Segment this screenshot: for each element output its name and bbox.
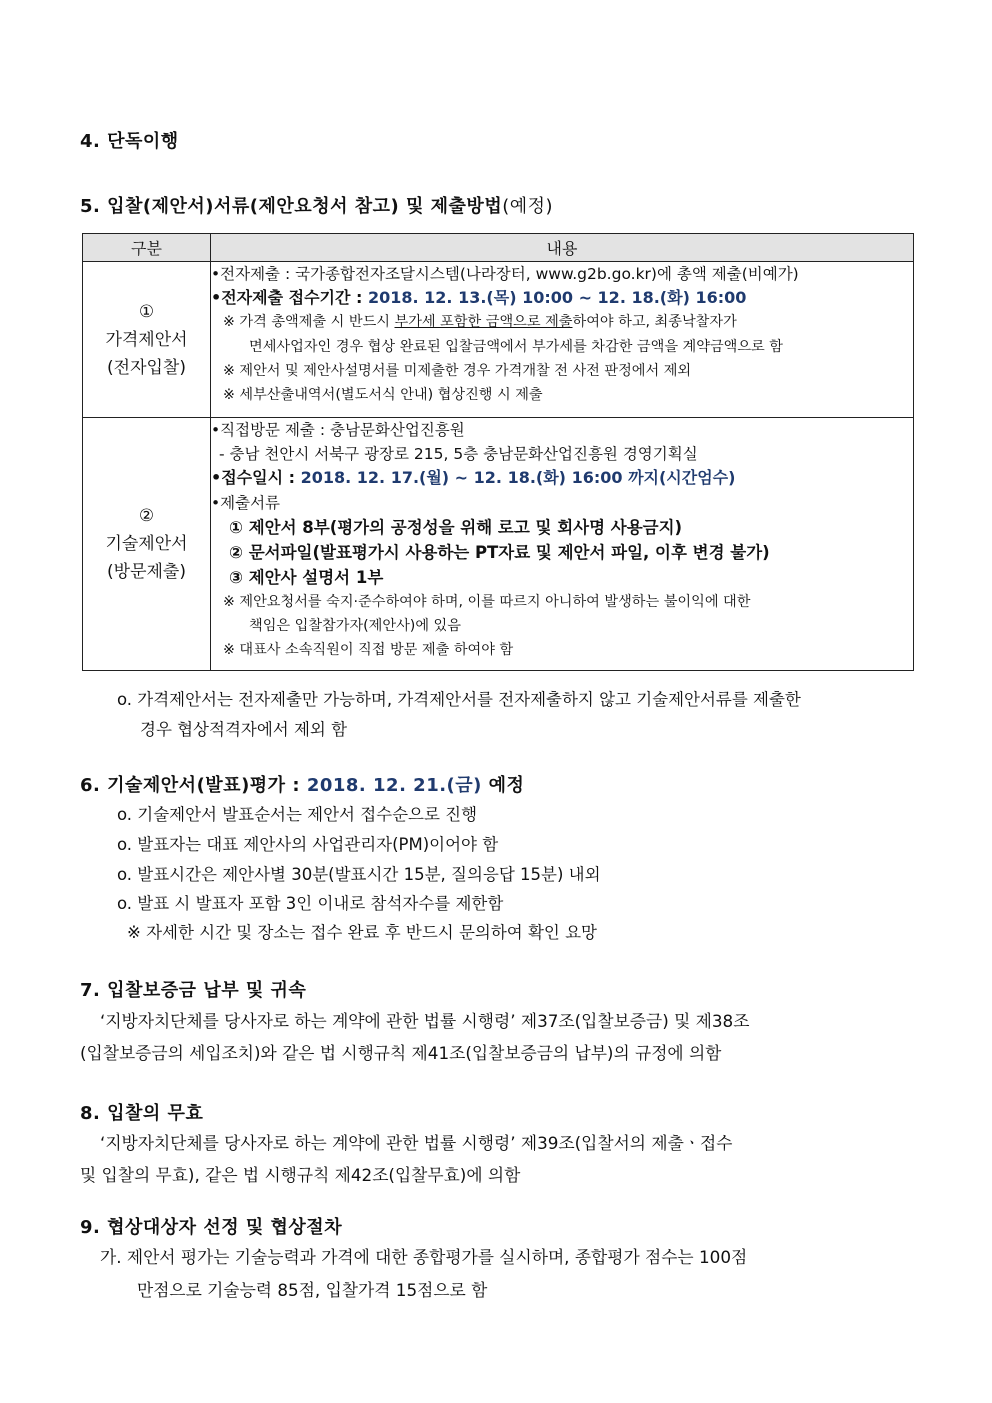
- tech-line-1: •직접방문 제출 : 충남문화산업진흥원: [211, 421, 465, 439]
- section-7-title: 7. 입찰보증금 납부 및 귀속: [80, 980, 307, 1001]
- price-note-3: ※ 세부산출내역서(별도서식 안내) 협상진행 시 제출: [223, 387, 543, 404]
- price-note-1-underline: 부가세 포함한 금액으로 제출: [394, 314, 573, 331]
- tech-proposal-number: ②: [138, 506, 155, 526]
- section-8-body-2: 및 입찰의 무효), 같은 법 시행규칙 제42조(입찰무효)에 의함: [80, 1165, 521, 1185]
- submission-table: [82, 233, 914, 671]
- tech-proposal-method: (방문제출): [107, 562, 186, 582]
- price-note-1-a: ※ 가격 총액제출 시 반드시: [223, 314, 395, 331]
- price-note-1-b: 하여야 하고, 최종낙찰자가: [572, 314, 737, 331]
- section-5-title-main: 5. 입찰(제안서)서류(제안요청서 참고) 및 제출방법: [80, 196, 503, 217]
- after-table-line-1: o. 가격제안서는 전자제출만 가능하며, 가격제안서를 전자제출하지 않고 기술제안서류를 제출한: [117, 690, 801, 709]
- section-4-title: 4. 단독이행: [80, 131, 179, 152]
- price-note-1: [211, 310, 913, 334]
- price-proposal-name: 가격제안서: [105, 329, 188, 350]
- section-9-title: 9. 협상대상자 선정 및 협상절차: [80, 1217, 343, 1238]
- section-6-date: 2018. 12. 21.(금): [306, 775, 482, 796]
- tech-proposal-content: [211, 418, 914, 671]
- tech-date-value: 2018. 12. 17.(월) ~ 12. 18.(화) 16:00 까지(시간엄수): [300, 468, 736, 488]
- section-6-note: ※ 자세한 시간 및 장소는 접수 완료 후 반드시 문의하여 확인 요망: [127, 923, 597, 942]
- price-period-label: •전자제출 접수기간 :: [211, 288, 368, 308]
- section-7-body-2: (입찰보증금의 세입조치)와 같은 법 시행규칙 제41조(입찰보증금의 납부)의 규정에 의함: [80, 1043, 722, 1063]
- table-row-price-proposal: [83, 262, 914, 418]
- section-8-title: 8. 입찰의 무효: [80, 1103, 204, 1124]
- section-9-body-1: 가. 제안서 평가는 기술능력과 가격에 대한 종합평가를 실시하며, 종합평가 점수는 100점: [100, 1247, 748, 1267]
- header-category: 구분: [83, 234, 211, 262]
- tech-address: - 충남 천안시 서북구 광장로 215, 5층 충남문화산업진흥원 경영기획실: [219, 445, 698, 464]
- section-8-body-1: ‘지방자치단체를 당사자로 하는 계약에 관한 법률 시행령’ 제39조(입찰서의 제출ㆍ접수: [100, 1133, 733, 1153]
- price-proposal-content: [211, 262, 914, 418]
- price-proposal-method: (전자입찰): [107, 357, 186, 378]
- section-6-item-4: o. 발표 시 발표자 포함 3인 이내로 참석자수를 제한함: [117, 894, 504, 913]
- tech-line-4: •제출서류: [211, 493, 281, 512]
- section-6-title-prefix: 6. 기술제안서(발표)평가 :: [80, 775, 307, 796]
- tech-note-1: ※ 제안요청서를 숙지·준수하여야 하며, 이를 따르지 아니하여 발생하는 불이익에 대한: [223, 593, 751, 610]
- tech-item-1: ① 제안서 8부(평가의 공정성을 위해 로고 및 회사명 사용금지): [229, 517, 683, 537]
- section-9-body-2: 만점으로 기술능력 85점, 입찰가격 15점으로 함: [137, 1280, 488, 1300]
- tech-note-1-cont: 책임은 입찰참가자(제안사)에 있음: [249, 618, 461, 635]
- tech-item-2: ② 문서파일(발표평가시 사용하는 PT자료 및 제안서 파일, 이후 변경 불가): [229, 542, 770, 562]
- header-content: 내용: [211, 234, 914, 262]
- section-7-body-1: ‘지방자치단체를 당사자로 하는 계약에 관한 법률 시행령’ 제37조(입찰보증금) 및 제38조: [100, 1011, 750, 1031]
- price-proposal-number: ①: [138, 301, 155, 322]
- after-table-line-2: 경우 협상적격자에서 제외 함: [140, 720, 348, 739]
- section-6-item-3: o. 발표시간은 제안사별 30분(발표시간 15분, 질의응답 15분) 내외: [117, 865, 601, 884]
- table-header-row: [83, 234, 914, 262]
- tech-proposal-label: [83, 418, 211, 671]
- section-5-title: [80, 192, 553, 218]
- tech-note-2: ※ 대표사 소속직원이 직접 방문 제출 하여야 함: [223, 642, 514, 659]
- section-6-title-suffix: 예정: [481, 775, 525, 796]
- price-line-1: •전자제출 : 국가종합전자조달시스템(나라장터, www.g2b.go.kr)에 총액 제출(비예가): [211, 265, 799, 283]
- tech-item-3: ③ 제안사 설명서 1부: [229, 567, 384, 587]
- price-note-2: ※ 제안서 및 제안사설명서를 미제출한 경우 가격개찰 전 사전 판정에서 제외: [223, 362, 692, 379]
- section-6-title: [80, 771, 524, 797]
- section-6-item-1: o. 기술제안서 발표순서는 제안서 접수순으로 진행: [117, 805, 478, 824]
- price-proposal-label: [83, 262, 211, 418]
- table-row-tech-proposal: [83, 418, 914, 671]
- tech-proposal-name: 기술제안서: [105, 534, 188, 554]
- price-period-date: 2018. 12. 13.(목) 10:00 ~ 12. 18.(화) 16:00: [367, 288, 747, 308]
- price-note-1-cont: 면세사업자인 경우 협상 완료된 입찰금액에서 부가세를 차감한 금액을 계약금액으로 함: [249, 338, 783, 355]
- tech-date-label: •접수일시 :: [211, 468, 301, 488]
- section-5-title-suffix: (예정): [502, 196, 554, 217]
- tech-line-3: [211, 466, 913, 490]
- section-6-item-2: o. 발표자는 대표 제안사의 사업관리자(PM)이어야 함: [117, 835, 499, 854]
- price-line-2: [211, 286, 913, 310]
